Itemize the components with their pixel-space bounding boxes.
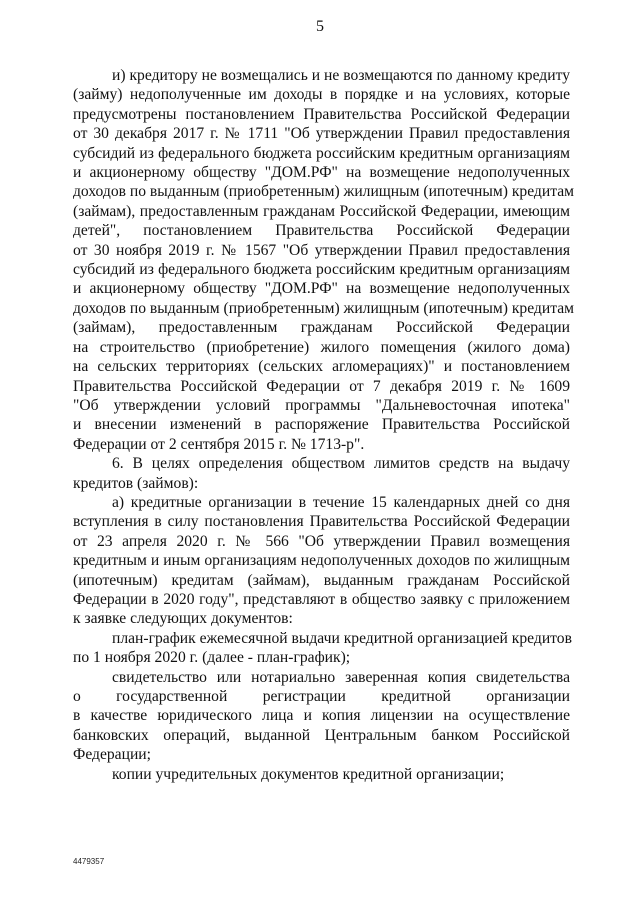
paragraph-p-6 bbox=[73, 454, 570, 493]
paragraph-p-plan bbox=[73, 629, 570, 668]
text-line: план-график ежемесячной выдачи кредитной организацией кредитов bbox=[112, 629, 572, 647]
text-line: копии учредительных документов кредитной организации; bbox=[112, 765, 505, 783]
text-line: предусмотрены постановлением Правительства Российской Федерации bbox=[73, 105, 570, 123]
text-line: доходов по выданным (приобретенным) жилищным (ипотечным) кредитам bbox=[73, 183, 574, 201]
text-line: субсидий из федерального бюджета российским кредитным организациям bbox=[73, 144, 570, 162]
paragraph-p-kopii bbox=[73, 765, 570, 784]
text-line: (ипотечным) кредитам (займам), выданным гражданам Российской bbox=[73, 571, 570, 589]
text-line: от 30 декабря 2017 г. № 1711 "Об утверждении Правил предоставления bbox=[73, 125, 570, 143]
text-line: и акционерному обществу "ДОМ.РФ" на возмещение недополученных bbox=[73, 164, 570, 182]
text-line: Федерации от 2 сентября 2015 г. № 1713-р". bbox=[73, 435, 365, 453]
text-line: от 30 ноября 2019 г. № 1567 "Об утверждении Правил предоставления bbox=[73, 241, 570, 259]
text-line: Федерации в 2020 году", представляют в общество заявку с приложением bbox=[73, 590, 570, 608]
text-line: по 1 ноября 2020 г. (далее - план-график); bbox=[73, 649, 351, 667]
text-line: субсидий из федерального бюджета российским кредитным организациям bbox=[73, 261, 570, 279]
text-line: и) кредитору не возмещались и не возмещаются по данному кредиту bbox=[112, 67, 570, 84]
paragraph-p-i bbox=[73, 66, 574, 454]
text-line: кредитов (займов): bbox=[73, 474, 199, 492]
page-number: 5 bbox=[316, 18, 324, 35]
document-body bbox=[73, 66, 574, 784]
text-line: в качестве юридического лица и копия лицензии на осуществление bbox=[73, 707, 570, 725]
text-line: к заявке следующих документов: bbox=[73, 610, 293, 628]
text-line: банковских операций, выданной Центральным банком Российской bbox=[73, 726, 570, 744]
text-line: о государственной регистрации кредитной организации bbox=[73, 688, 570, 705]
paragraph-p-svid bbox=[73, 668, 570, 765]
text-line: кредитным и иным организациям недополученных доходов по жилищным bbox=[73, 552, 570, 570]
text-line: (займам), предоставленным гражданам Российской Федерации, имеющим bbox=[73, 202, 570, 220]
text-line: а) кредитные организации в течение 15 календарных дней со дня bbox=[112, 493, 570, 511]
text-line: вступления в силу постановления Правительства Российской Федерации bbox=[73, 513, 570, 531]
text-line: (займам), предоставленным гражданам Российской Федерации bbox=[73, 319, 570, 337]
text-line: от 23 апреля 2020 г. № 566 "Об утверждении Правил возмещения bbox=[73, 532, 570, 550]
text-line: и внесении изменений в распоряжение Правительства Российской bbox=[73, 416, 570, 434]
text-line: "Об утверждении условий программы "Дальневосточная ипотека" bbox=[73, 396, 570, 414]
text-line: детей", постановлением Правительства Российской Федерации bbox=[73, 222, 570, 240]
document-code: 4479357 bbox=[73, 857, 105, 866]
text-line: и акционерному обществу "ДОМ.РФ" на возмещение недополученных bbox=[73, 280, 570, 298]
paragraph-p-a bbox=[73, 493, 570, 629]
text-line: на строительство (приобретение) жилого помещения (жилого дома) bbox=[73, 338, 570, 356]
text-line: 6. В целях определения обществом лимитов средств на выдачу bbox=[112, 455, 570, 473]
text-line: (займу) недополученные им доходы в порядке и на условиях, которые bbox=[73, 86, 570, 104]
text-line: Федерации; bbox=[73, 746, 151, 764]
text-line: Правительства Российской Федерации от 7 декабря 2019 г. № 1609 bbox=[73, 377, 570, 395]
text-line: свидетельство или нотариально заверенная копия свидетельства bbox=[112, 668, 570, 686]
text-line: на сельских территориях (сельских агломерациях)" и постановлением bbox=[73, 358, 570, 376]
text-line: доходов по выданным (приобретенным) жилищным (ипотечным) кредитам bbox=[73, 299, 574, 317]
